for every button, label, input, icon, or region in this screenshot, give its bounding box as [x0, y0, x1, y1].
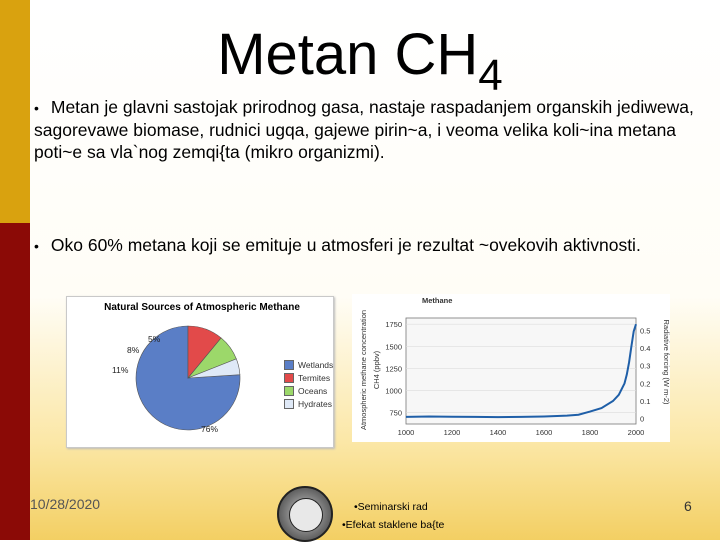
bullet-paragraph-1: [34, 96, 694, 163]
slide-title: [0, 22, 720, 100]
y-tick-label: 1500: [385, 342, 402, 352]
bullet-2-text: Oko 60% metana koji se emituje u atmosferi je rezultat ~ovekovih aktivnosti.: [50, 235, 641, 255]
x-tick-label: 1200: [443, 428, 461, 437]
pie-chart-title: Natural Sources of Atmospheric Methane: [104, 302, 300, 313]
y2-tick-label: 0: [640, 414, 645, 424]
legend-label: Hydrates: [298, 398, 333, 409]
pie-chart-image: [66, 296, 332, 446]
bullet-icon: •: [34, 100, 39, 116]
y-tick-label: 1250: [385, 364, 402, 374]
legend-item-wetlands: [284, 358, 333, 371]
legend-label: Termites: [298, 372, 331, 383]
y-tick-label: 1000: [385, 386, 402, 396]
y2-tick-label: 0.4: [640, 344, 651, 354]
bullet-icon: •: [34, 238, 39, 254]
footer-text: [342, 498, 444, 534]
x-tick-label: 1800: [581, 428, 599, 437]
page-number: 6: [684, 498, 692, 514]
methane-line-chart-image: [352, 294, 670, 442]
logo-center: [289, 498, 323, 532]
legend-swatch-wetlands: [284, 360, 294, 370]
x-tick-label: 1400: [489, 428, 507, 437]
pie-label-termites: 11%: [112, 365, 129, 375]
footer-line-2: •Efekat staklene ba{te: [342, 519, 445, 531]
x-tick-label: 1600: [535, 428, 553, 437]
pie-legend: [284, 358, 333, 410]
line-chart-svg: [352, 294, 670, 442]
pie-label-hydrates: 5%: [148, 334, 161, 344]
bullet-paragraph-2: [34, 234, 694, 257]
y2-tick-label: 0.3: [640, 361, 651, 371]
seminar-logo: [277, 486, 333, 542]
legend-item-hydrates: [284, 397, 333, 410]
line-chart-ylabel-right: Radiative forcing (W m-2): [662, 319, 671, 405]
x-tick-label: 2000: [627, 428, 645, 437]
legend-label: Wetlands: [298, 359, 334, 370]
legend-swatch-hydrates: [284, 399, 294, 409]
x-tick-label: 1000: [397, 428, 415, 437]
line-chart-y-quantity: CH4 (ppbv): [372, 350, 381, 390]
legend-item-termites: [284, 371, 333, 384]
bullet-1-text: Metan je glavni sastojak prirodnog gasa, nastaje raspadanjem organskih jediwewa, sagorevawe biomase, rudnici ugqa, gajewe pirin~a, i veoma velika koli~ina metana poti~e sa vla`nog zemqi{ta (mikro organizmi).: [34, 97, 694, 162]
legend-swatch-oceans: [284, 386, 294, 396]
pie-label-oceans: 8%: [127, 345, 140, 355]
legend-label: Oceans: [298, 385, 328, 396]
title-subscript: 4: [478, 51, 503, 100]
y2-tick-label: 0.1: [640, 397, 651, 407]
legend-item-oceans: [284, 384, 333, 397]
y-tick-label: 1750: [385, 320, 402, 330]
line-chart-title: Methane: [422, 296, 453, 305]
legend-swatch-termites: [284, 373, 294, 383]
footer-date: 10/28/2020: [30, 496, 101, 512]
y2-tick-label: 0.2: [640, 379, 651, 389]
footer-line-1: •Seminarski rad: [354, 501, 428, 513]
title-main: Metan CH: [217, 22, 479, 87]
line-chart-ylabel: Atmospheric methane concentration: [359, 309, 368, 431]
left-red-bar: [0, 223, 30, 540]
pie-label-wetlands: 76%: [201, 424, 219, 434]
y2-tick-label: 0.5: [640, 326, 651, 336]
y-tick-label: 750: [389, 408, 402, 418]
